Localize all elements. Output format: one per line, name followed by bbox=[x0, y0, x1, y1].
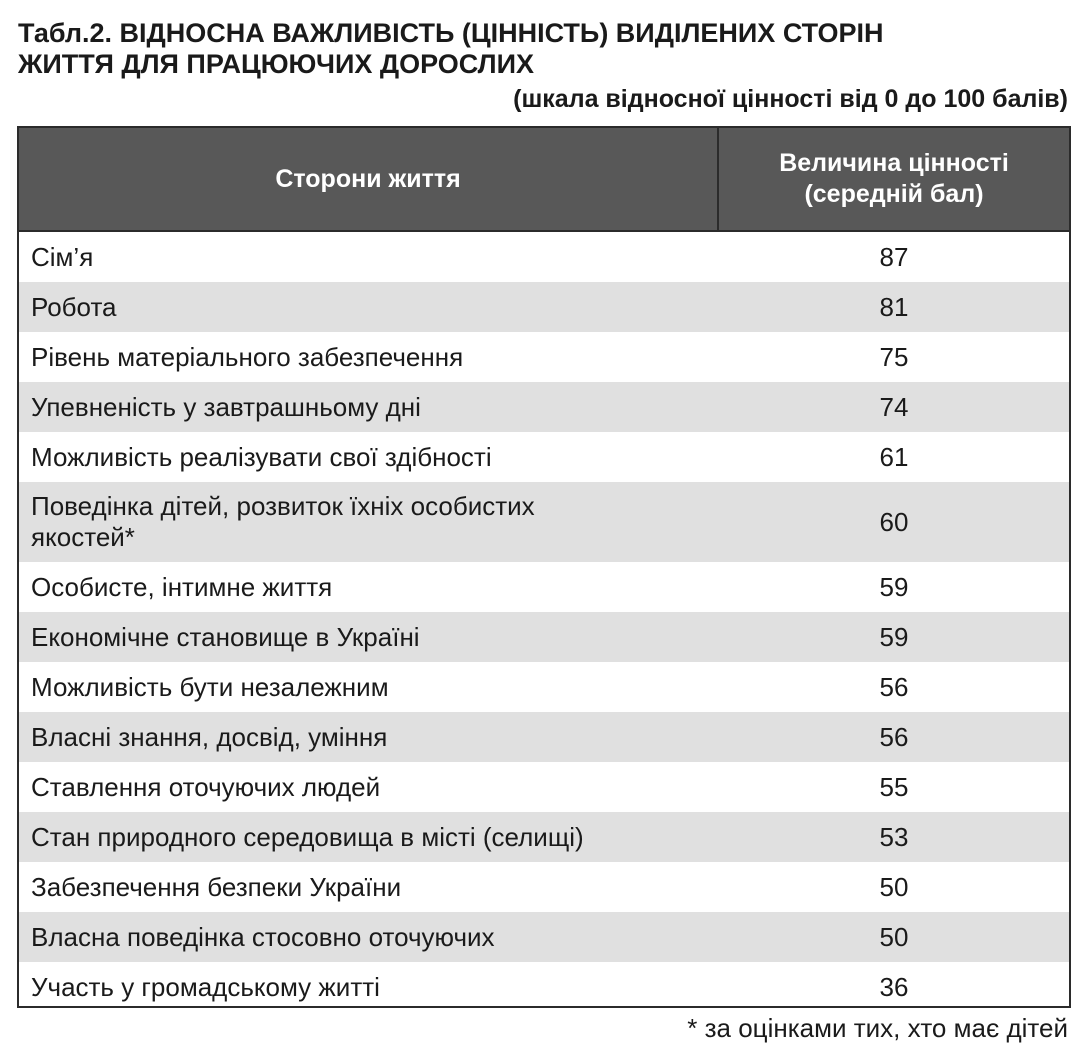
table-row bbox=[19, 662, 1069, 712]
table-footnote: * за оцінками тих, хто має дітей bbox=[687, 1013, 1068, 1043]
table-row bbox=[19, 382, 1069, 432]
values-table bbox=[17, 126, 1071, 1008]
row-aspect: Участь у громадському житті bbox=[31, 971, 380, 1002]
row-value: 50 bbox=[879, 921, 909, 952]
row-aspect: Власна поведінка стосовно оточуючих bbox=[31, 921, 495, 952]
row-aspect: Сім’я bbox=[31, 241, 94, 272]
table-row bbox=[19, 482, 1069, 562]
table-row bbox=[19, 912, 1069, 962]
row-value: 60 bbox=[879, 506, 909, 537]
row-value: 56 bbox=[879, 721, 909, 752]
row-aspect: Ставлення оточуючих людей bbox=[31, 771, 381, 802]
table-row bbox=[19, 812, 1069, 862]
table-subtitle: (шкала відносної цінності від 0 до 100 балів) bbox=[513, 85, 1068, 113]
header-life-aspects: Сторони життя bbox=[19, 128, 719, 230]
row-aspect: Можливість реалізувати свої здібності bbox=[31, 441, 492, 472]
row-value: 81 bbox=[879, 291, 909, 322]
header-value-magnitude bbox=[719, 128, 1069, 230]
table-row bbox=[19, 282, 1069, 332]
row-aspect: Особисте, інтимне життя bbox=[31, 571, 333, 602]
row-value: 56 bbox=[879, 671, 909, 702]
header-value-line-1: Величина цінності bbox=[779, 149, 1009, 177]
table-row bbox=[19, 332, 1069, 382]
table-row bbox=[19, 712, 1069, 762]
row-value: 55 bbox=[879, 771, 909, 802]
table-title bbox=[18, 18, 1078, 80]
row-aspect: Забезпечення безпеки України bbox=[31, 871, 402, 902]
table-title-line-2: ЖИТТЯ ДЛЯ ПРАЦЮЮЧИХ ДОРОСЛИХ bbox=[18, 49, 534, 79]
table-row bbox=[19, 862, 1069, 912]
table-row bbox=[19, 962, 1069, 1012]
row-aspect: Економічне становище в Україні bbox=[31, 621, 420, 652]
row-value: 61 bbox=[879, 441, 909, 472]
table-header bbox=[19, 128, 1069, 232]
row-aspect: Робота bbox=[31, 291, 117, 322]
row-value: 59 bbox=[879, 571, 909, 602]
row-value: 59 bbox=[879, 621, 909, 652]
row-value: 53 bbox=[879, 821, 909, 852]
row-value: 87 bbox=[879, 241, 909, 272]
row-value: 75 bbox=[879, 341, 909, 372]
row-value: 36 bbox=[879, 971, 909, 1002]
header-value-line-2: (середній бал) bbox=[804, 180, 984, 208]
table-title-line-1: Табл.2. ВІДНОСНА ВАЖЛИВІСТЬ (ЦІННІСТЬ) ВИДІЛЕНИХ СТОРІН bbox=[18, 18, 884, 48]
row-aspect: Поведінка дітей, розвиток їхніх особистих якостей* bbox=[31, 491, 535, 552]
row-value: 50 bbox=[879, 871, 909, 902]
row-aspect: Стан природного середовища в місті (селищі) bbox=[31, 821, 584, 852]
table-row bbox=[19, 612, 1069, 662]
table-row bbox=[19, 432, 1069, 482]
row-aspect: Власні знання, досвід, уміння bbox=[31, 721, 388, 752]
row-aspect: Рівень матеріального забезпечення bbox=[31, 341, 464, 372]
table-row bbox=[19, 232, 1069, 282]
table-row bbox=[19, 562, 1069, 612]
table-body bbox=[19, 232, 1069, 1012]
table-row bbox=[19, 762, 1069, 812]
row-aspect: Можливість бути незалежним bbox=[31, 671, 389, 702]
row-value: 74 bbox=[879, 391, 909, 422]
row-aspect: Упевненість у завтрашньому дні bbox=[31, 391, 421, 422]
